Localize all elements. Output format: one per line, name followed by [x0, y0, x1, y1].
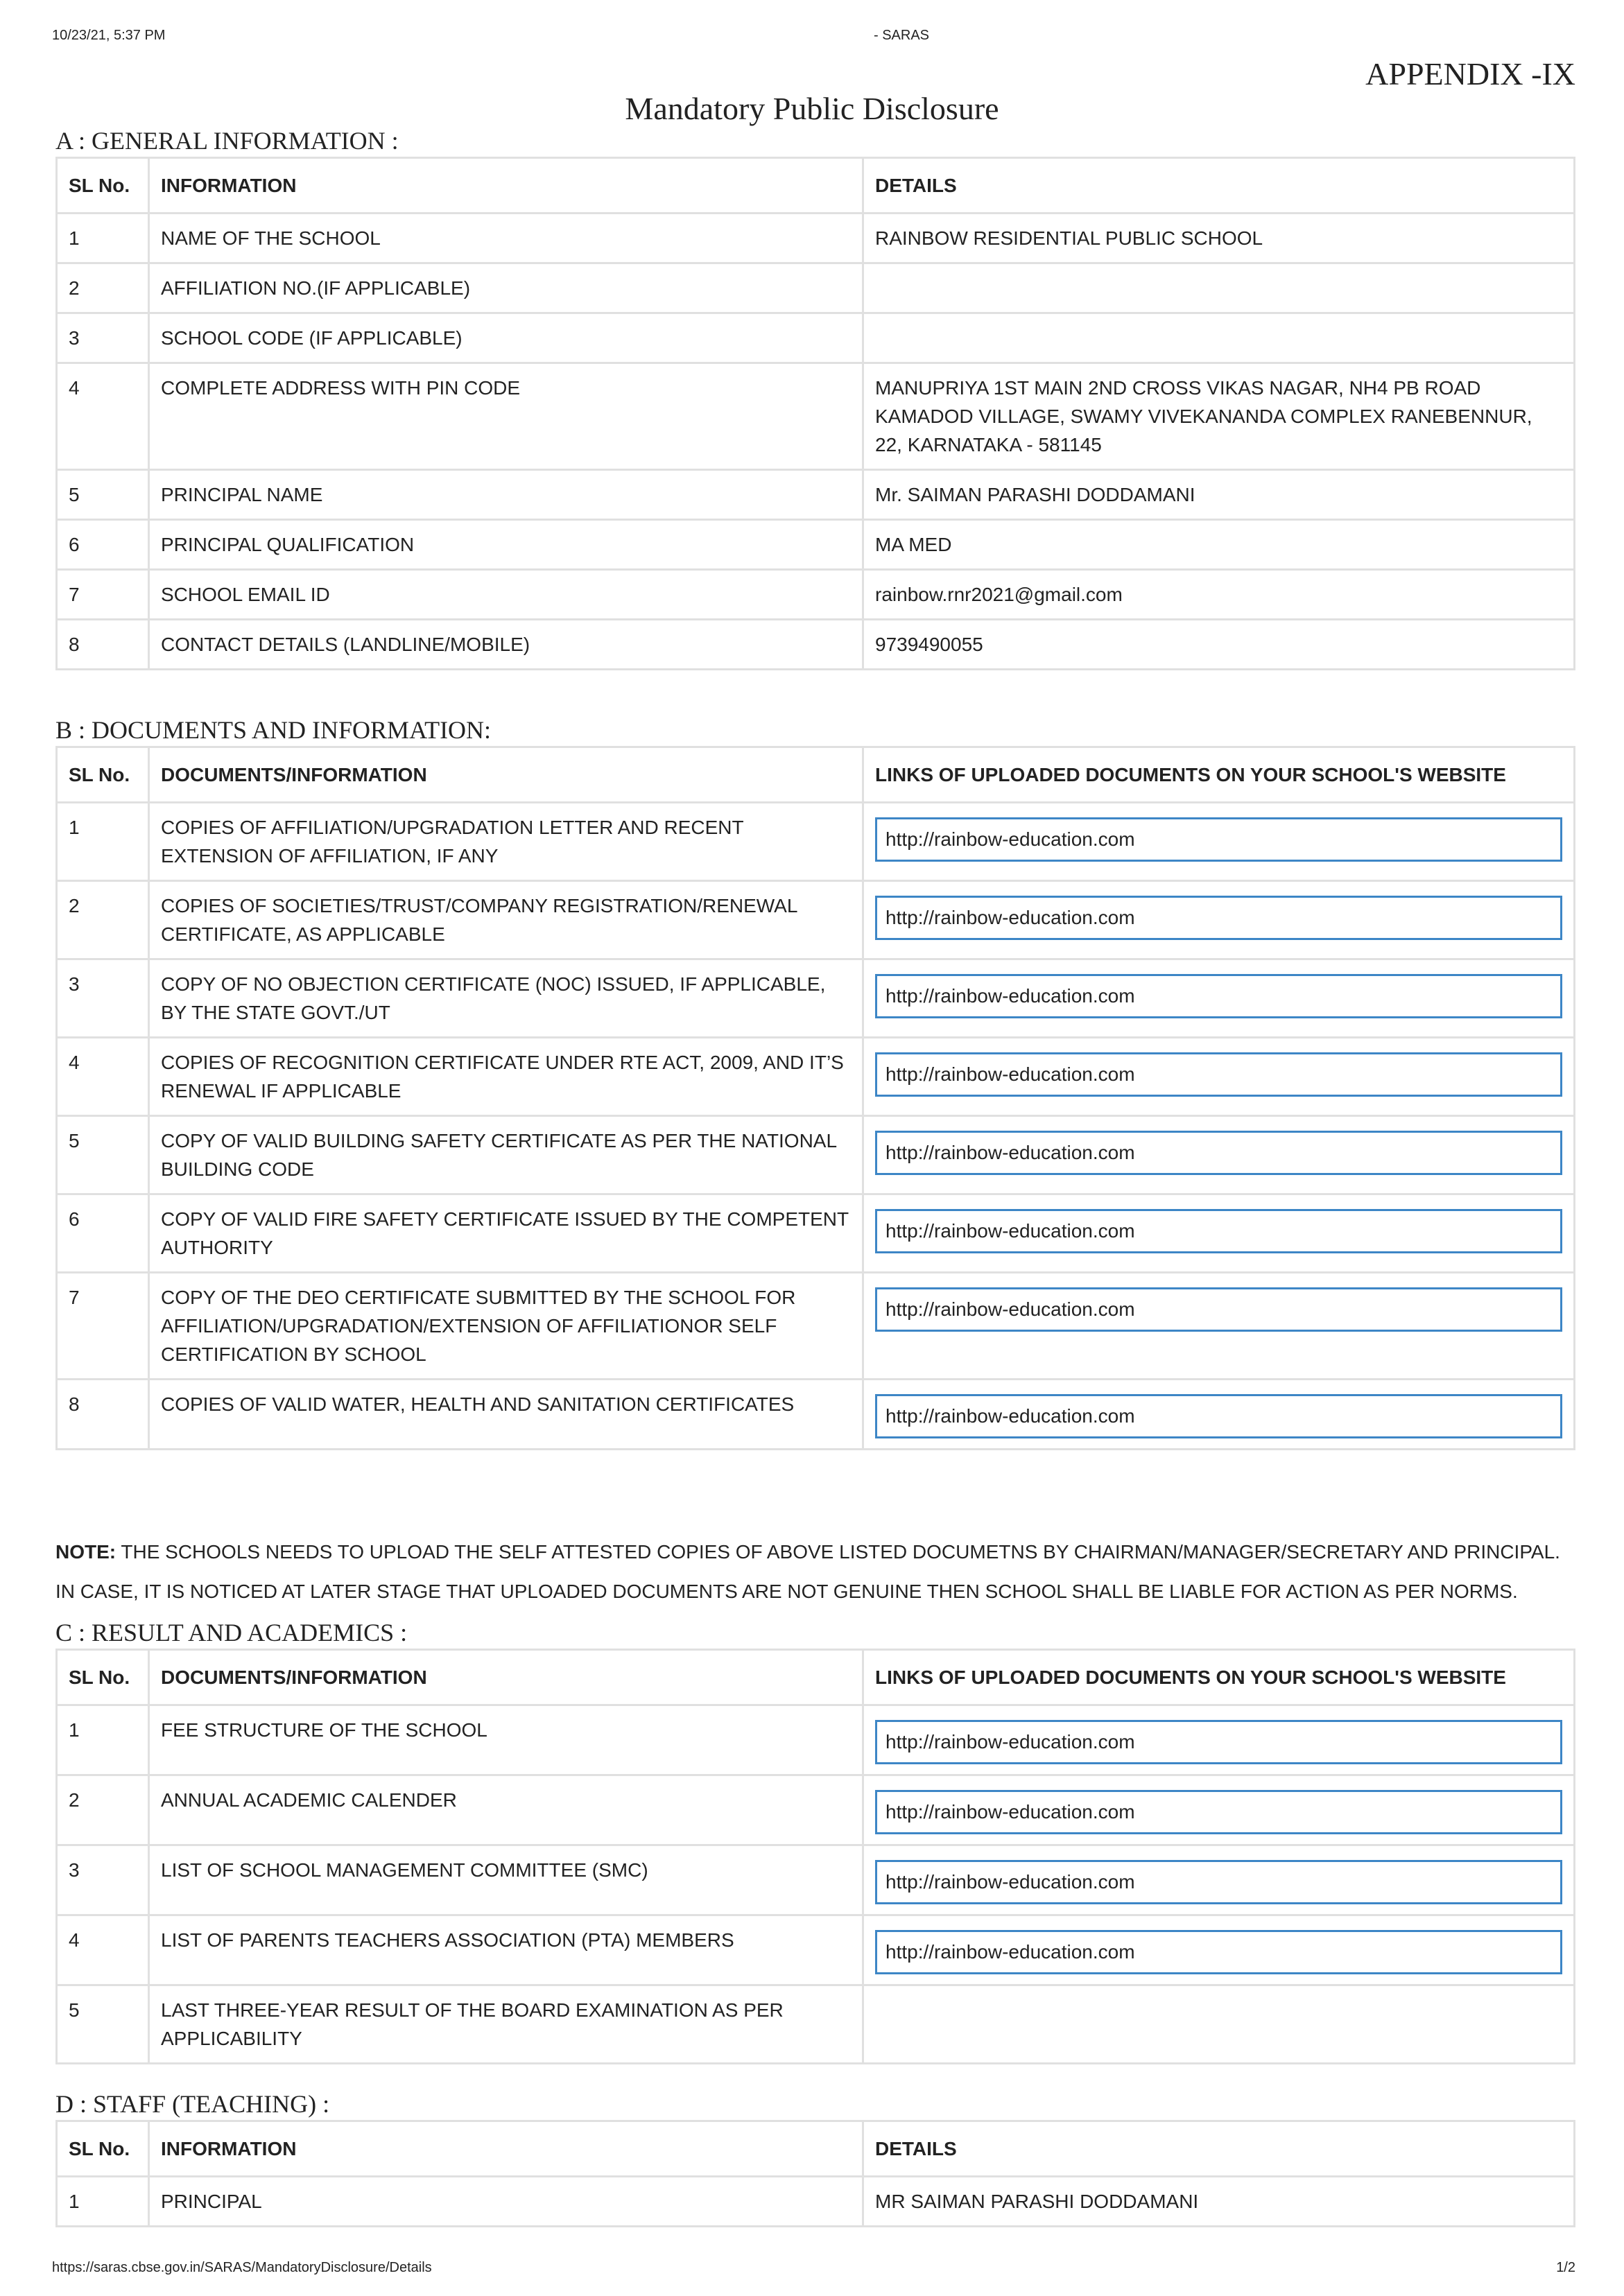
doc-cell: COPIES OF VALID WATER, HEALTH AND SANITATION CERTIFICATES: [149, 1380, 863, 1450]
info-cell: SCHOOL CODE (IF APPLICABLE): [149, 313, 863, 363]
sl-cell: 2: [57, 881, 149, 959]
table-row: [57, 1380, 1575, 1450]
col-sl-header: SL No.: [57, 747, 149, 803]
col-sl-header: SL No.: [57, 158, 149, 214]
link-cell: [863, 1380, 1575, 1450]
table-row: [57, 1116, 1575, 1194]
table-header-row: [57, 158, 1575, 214]
table-header-row: [57, 2121, 1575, 2177]
document-link-field[interactable]: http://rainbow-education.com: [875, 1860, 1562, 1904]
doc-cell: COPY OF VALID FIRE SAFETY CERTIFICATE ISSUED BY THE COMPETENT AUTHORITY: [149, 1194, 863, 1273]
link-cell: [863, 881, 1575, 959]
doc-cell: LIST OF PARENTS TEACHERS ASSOCIATION (PTA) MEMBERS: [149, 1915, 863, 1985]
document-link-field[interactable]: http://rainbow-education.com: [875, 974, 1562, 1018]
link-cell: [863, 1845, 1575, 1915]
info-cell: SCHOOL EMAIL ID: [149, 570, 863, 620]
table-row: [57, 2177, 1575, 2227]
col-info-header: INFORMATION: [149, 158, 863, 214]
link-cell: [863, 1985, 1575, 2064]
col-doc-header: DOCUMENTS/INFORMATION: [149, 1650, 863, 1705]
page-title: Mandatory Public Disclosure: [625, 91, 999, 126]
details-cell: [863, 313, 1575, 363]
sl-cell: 3: [57, 1845, 149, 1915]
sl-cell: 7: [57, 570, 149, 620]
sl-cell: 2: [57, 263, 149, 313]
doc-cell: FEE STRUCTURE OF THE SCHOOL: [149, 1705, 863, 1775]
disclosure-note: [55, 1532, 1567, 1611]
col-sl-header: SL No.: [57, 2121, 149, 2177]
doc-cell: COPY OF THE DEO CERTIFICATE SUBMITTED BY THE SCHOOL FOR AFFILIATION/UPGRADATION/EXTENSION OF AFFILIATIONOR SELF CERTIFICATION BY SCHOOL: [149, 1273, 863, 1380]
document-link-field[interactable]: http://rainbow-education.com: [875, 1790, 1562, 1834]
table-header-row: [57, 1650, 1575, 1705]
document-link-field[interactable]: http://rainbow-education.com: [875, 1287, 1562, 1332]
section-a-title: A : GENERAL INFORMATION :: [55, 127, 399, 155]
sl-cell: 1: [57, 2177, 149, 2227]
link-cell: [863, 959, 1575, 1038]
sl-cell: 4: [57, 1915, 149, 1985]
link-cell: [863, 1038, 1575, 1116]
col-sl-header: SL No.: [57, 1650, 149, 1705]
sl-cell: 5: [57, 470, 149, 520]
staff-teaching-table: [55, 2120, 1575, 2227]
col-link-header: LINKS OF UPLOADED DOCUMENTS ON YOUR SCHOOL'S WEBSITE: [863, 1650, 1575, 1705]
info-cell: COMPLETE ADDRESS WITH PIN CODE: [149, 363, 863, 470]
section-c-title: C : RESULT AND ACADEMICS :: [55, 1619, 408, 1646]
table-header-row: [57, 747, 1575, 803]
note-label: NOTE:: [55, 1541, 116, 1563]
table-row: [57, 520, 1575, 570]
doc-cell: COPIES OF AFFILIATION/UPGRADATION LETTER AND RECENT EXTENSION OF AFFILIATION, IF ANY: [149, 803, 863, 881]
link-cell: [863, 1775, 1575, 1845]
sl-cell: 6: [57, 520, 149, 570]
doc-cell: COPIES OF RECOGNITION CERTIFICATE UNDER RTE ACT, 2009, AND IT’S RENEWAL IF APPLICABLE: [149, 1038, 863, 1116]
appendix-label: APPENDIX -IX: [1365, 56, 1575, 92]
sl-cell: 3: [57, 959, 149, 1038]
document-link-field[interactable]: http://rainbow-education.com: [875, 1930, 1562, 1974]
details-cell: MANUPRIYA 1ST MAIN 2ND CROSS VIKAS NAGAR, NH4 PB ROAD KAMADOD VILLAGE, SWAMY VIVEKANANDA COMPLEX RANEBENNUR, 22, KARNATAKA - 581145: [863, 363, 1575, 470]
link-cell: [863, 1273, 1575, 1380]
print-datetime: 10/23/21, 5:37 PM: [52, 28, 166, 43]
table-row: [57, 1985, 1575, 2064]
table-row: [57, 363, 1575, 470]
table-row: [57, 803, 1575, 881]
document-link-field[interactable]: http://rainbow-education.com: [875, 1131, 1562, 1175]
document-link-field[interactable]: http://rainbow-education.com: [875, 817, 1562, 862]
page-number: 1/2: [1556, 2260, 1575, 2275]
link-cell: [863, 1116, 1575, 1194]
table-row: [57, 1194, 1575, 1273]
table-row: [57, 1705, 1575, 1775]
sl-cell: 8: [57, 1380, 149, 1450]
info-cell: NAME OF THE SCHOOL: [149, 214, 863, 263]
sl-cell: 7: [57, 1273, 149, 1380]
section-b-title: B : DOCUMENTS AND INFORMATION:: [55, 716, 492, 744]
table-row: [57, 263, 1575, 313]
table-row: [57, 881, 1575, 959]
details-cell: MR SAIMAN PARASHI DODDAMANI: [863, 2177, 1575, 2227]
sl-cell: 4: [57, 1038, 149, 1116]
table-row: [57, 570, 1575, 620]
general-info-table: [55, 157, 1575, 670]
table-row: [57, 1915, 1575, 1985]
section-d-title: D : STAFF (TEACHING) :: [55, 2090, 330, 2118]
table-row: [57, 1845, 1575, 1915]
col-doc-header: DOCUMENTS/INFORMATION: [149, 747, 863, 803]
info-cell: CONTACT DETAILS (LANDLINE/MOBILE): [149, 620, 863, 670]
sl-cell: 5: [57, 1985, 149, 2064]
link-cell: [863, 1194, 1575, 1273]
documents-table: [55, 746, 1575, 1450]
document-link-field[interactable]: http://rainbow-education.com: [875, 1720, 1562, 1764]
sl-cell: 2: [57, 1775, 149, 1845]
link-cell: [863, 803, 1575, 881]
print-site-title: - SARAS: [874, 28, 930, 43]
footer-url: https://saras.cbse.gov.in/SARAS/MandatoryDisclosure/Details: [52, 2260, 432, 2275]
col-info-header: INFORMATION: [149, 2121, 863, 2177]
doc-cell: COPIES OF SOCIETIES/TRUST/COMPANY REGISTRATION/RENEWAL CERTIFICATE, AS APPLICABLE: [149, 881, 863, 959]
details-cell: rainbow.rnr2021@gmail.com: [863, 570, 1575, 620]
doc-cell: COPY OF VALID BUILDING SAFETY CERTIFICATE AS PER THE NATIONAL BUILDING CODE: [149, 1116, 863, 1194]
table-row: [57, 214, 1575, 263]
document-link-field[interactable]: http://rainbow-education.com: [875, 1209, 1562, 1253]
col-details-header: DETAILS: [863, 158, 1575, 214]
sl-cell: 1: [57, 214, 149, 263]
table-row: [57, 620, 1575, 670]
results-academics-table: [55, 1649, 1575, 2064]
table-row: [57, 1038, 1575, 1116]
table-row: [57, 1273, 1575, 1380]
details-cell: RAINBOW RESIDENTIAL PUBLIC SCHOOL: [863, 214, 1575, 263]
info-cell: AFFILIATION NO.(IF APPLICABLE): [149, 263, 863, 313]
details-cell: MA MED: [863, 520, 1575, 570]
table-row: [57, 470, 1575, 520]
sl-cell: 1: [57, 803, 149, 881]
note-text: THE SCHOOLS NEEDS TO UPLOAD THE SELF ATTESTED COPIES OF ABOVE LISTED DOCUMETNS BY CHAIRMAN/MANAGER/SECRETARY AND PRINCIPAL. IN CASE, IT IS NOTICED AT LATER STAGE THAT UPLOADED DOCUMENTS ARE NOT GENUINE THEN SCHOOL SHALL BE LIABLE FOR ACTION AS PER NORMS.: [55, 1541, 1560, 1602]
doc-cell: COPY OF NO OBJECTION CERTIFICATE (NOC) ISSUED, IF APPLICABLE, BY THE STATE GOVT./UT: [149, 959, 863, 1038]
details-cell: [863, 263, 1575, 313]
sl-cell: 5: [57, 1116, 149, 1194]
document-link-field[interactable]: http://rainbow-education.com: [875, 896, 1562, 940]
doc-cell: LIST OF SCHOOL MANAGEMENT COMMITTEE (SMC): [149, 1845, 863, 1915]
table-row: [57, 1775, 1575, 1845]
sl-cell: 4: [57, 363, 149, 470]
info-cell: PRINCIPAL QUALIFICATION: [149, 520, 863, 570]
col-details-header: DETAILS: [863, 2121, 1575, 2177]
doc-cell: LAST THREE-YEAR RESULT OF THE BOARD EXAMINATION AS PER APPLICABILITY: [149, 1985, 863, 2064]
details-cell: Mr. SAIMAN PARASHI DODDAMANI: [863, 470, 1575, 520]
sl-cell: 1: [57, 1705, 149, 1775]
table-row: [57, 313, 1575, 363]
sl-cell: 8: [57, 620, 149, 670]
doc-cell: ANNUAL ACADEMIC CALENDER: [149, 1775, 863, 1845]
document-link-field[interactable]: http://rainbow-education.com: [875, 1052, 1562, 1097]
col-link-header: LINKS OF UPLOADED DOCUMENTS ON YOUR SCHOOL'S WEBSITE: [863, 747, 1575, 803]
info-cell: PRINCIPAL: [149, 2177, 863, 2227]
sl-cell: 6: [57, 1194, 149, 1273]
table-row: [57, 959, 1575, 1038]
link-cell: [863, 1915, 1575, 1985]
sl-cell: 3: [57, 313, 149, 363]
details-cell: 9739490055: [863, 620, 1575, 670]
document-link-field[interactable]: http://rainbow-education.com: [875, 1394, 1562, 1438]
info-cell: PRINCIPAL NAME: [149, 470, 863, 520]
link-cell: [863, 1705, 1575, 1775]
